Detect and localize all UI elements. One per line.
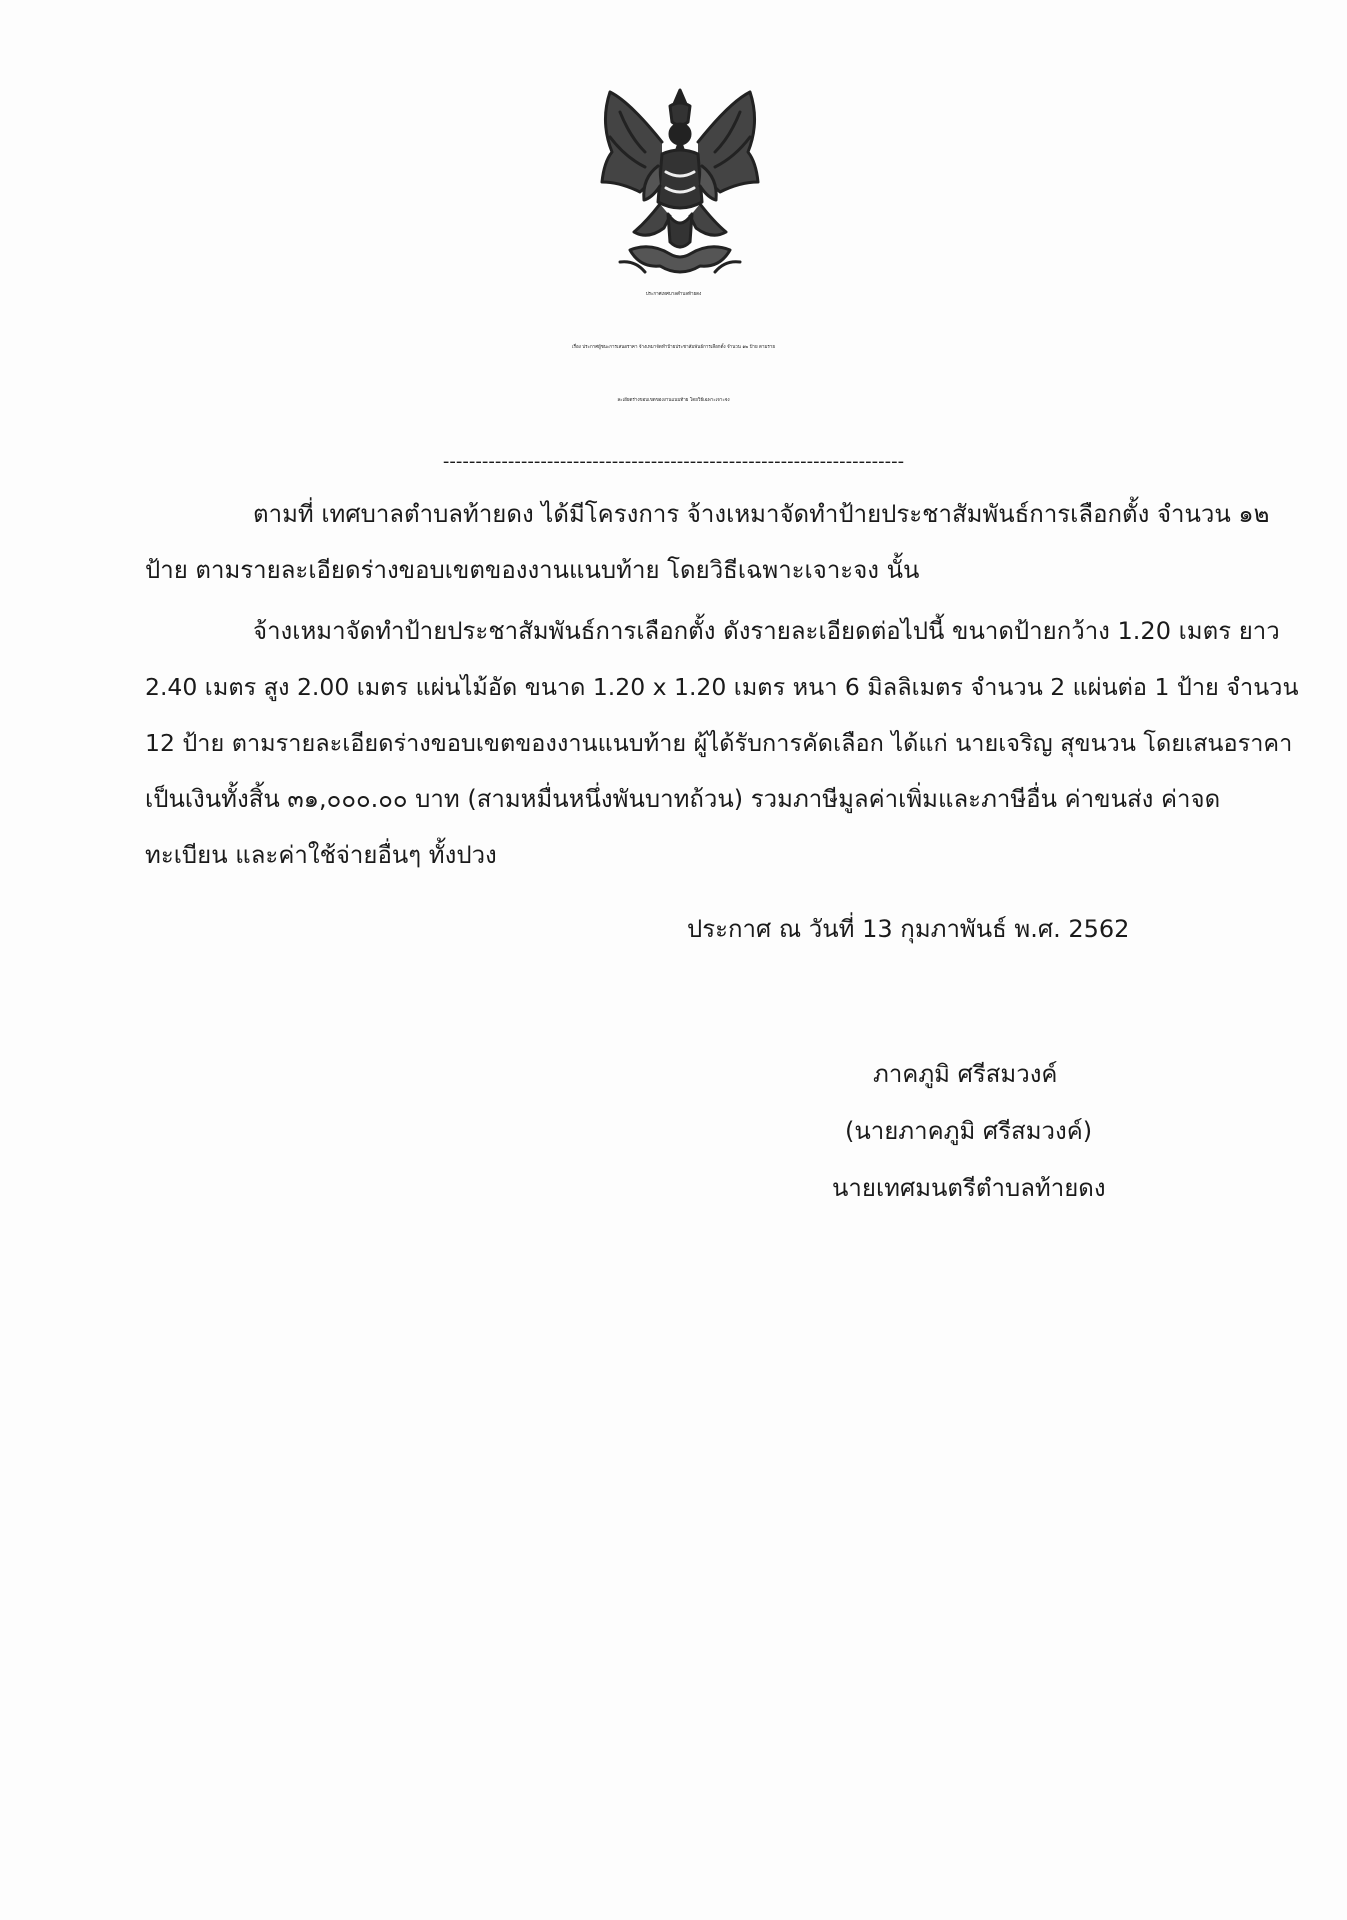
paragraph-2-line-5: ทะเบียน และค่าใช้จ่ายอื่นๆ ทั้งปวง	[145, 841, 497, 869]
signatory-position: นายเทศมนตรีตำบลท้ายดง	[832, 1174, 1106, 1202]
garuda-emblem-icon	[590, 82, 770, 282]
paragraph-1-line-2: ป้าย ตามรายละเอียดร่างขอบเขตของงานแนบท้าย โดยวิธีเฉพาะเจาะจง นั้น	[145, 556, 920, 584]
announcement-date: ประกาศ ณ วันที่ 13 กุมภาพันธ์ พ.ศ. 2562	[687, 915, 1130, 943]
announcement-title: ประกาศเทศบาลตำบลท้ายดง	[645, 292, 702, 297]
paragraph-2-line-4: เป็นเงินทั้งสิ้น ๓๑,๐๐๐.๐๐ บาท (สามหมื่นหนึ่งพันบาทถ้วน) รวมภาษีมูลค่าเพิ่มและภาษีอื่น ค่าขนส่ง ค่าจด	[145, 785, 1221, 813]
signature-name: ภาคภูมิ ศรีสมวงค์	[873, 1060, 1058, 1088]
paragraph-2-line-1: จ้างเหมาจัดทำป้ายประชาสัมพันธ์การเลือกตั้ง ดังรายละเอียดต่อไปนี้ ขนาดป้ายกว้าง 1.20 เมตร ยาว	[253, 617, 1280, 645]
paragraph-2-line-3: 12 ป้าย ตามรายละเอียดร่างขอบเขตของงานแนบท้าย ผู้ได้รับการคัดเลือก ได้แก่ นายเจริญ สุขนวน โดยเสนอราคา	[145, 729, 1293, 757]
dashed-divider: -----------------------------------------------------------------------	[442, 452, 905, 472]
subject-line-2: ละเอียดร่างขอบเขตของงานแนบท้าย โดยวิธีเฉพาะเจาะจง	[617, 398, 730, 403]
paragraph-2-line-2: 2.40 เมตร สูง 2.00 เมตร แผ่นไม้อัด ขนาด 1.20 x 1.20 เมตร หนา 6 มิลลิเมตร จำนวน 2 แผ่นต่อ 1 ป้าย จำนวน	[145, 673, 1299, 701]
subject-line-1: เรื่อง ประกาศผู้ชนะการเสนอราคา จ้างเหมาจัดทำป้ายประชาสัมพันธ์การเลือกตั้ง จำนวน ๑๒ ป้าย ตามราย	[571, 345, 776, 350]
paragraph-1-line-1: ตามที่ เทศบาลตำบลท้ายดง ได้มีโครงการ จ้างเหมาจัดทำป้ายประชาสัมพันธ์การเลือกตั้ง จำนวน ๑๒	[253, 500, 1270, 528]
signatory-printed-name: (นายภาคภูมิ ศรีสมวงค์)	[845, 1117, 1093, 1145]
